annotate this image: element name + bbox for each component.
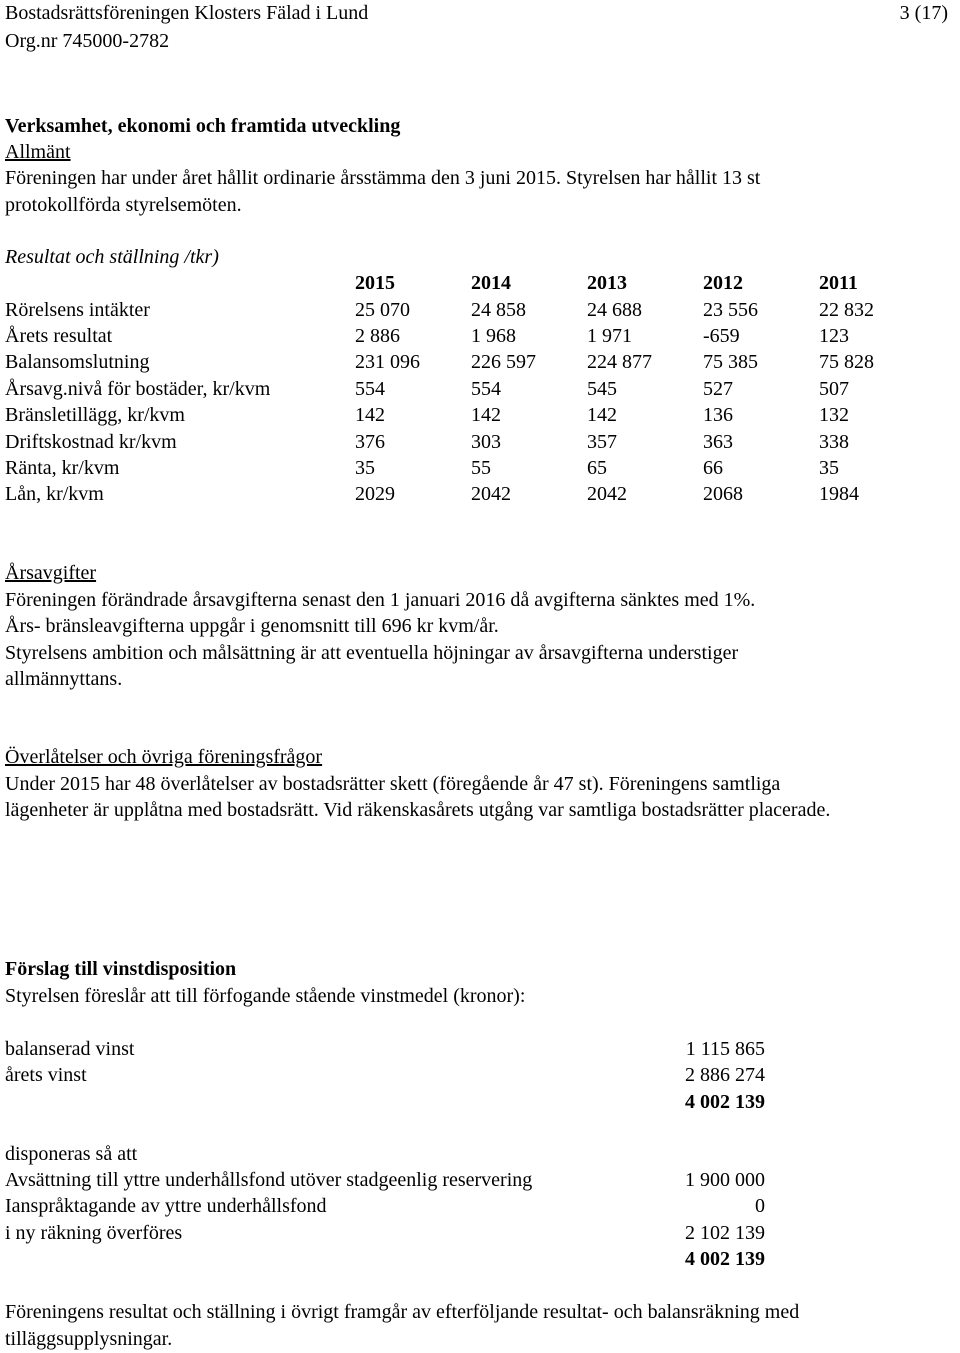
cell-value: 2042 xyxy=(471,483,511,506)
cell-value: 75 385 xyxy=(703,351,758,374)
sub-heading-allmant: Allmänt xyxy=(5,141,71,163)
cell-value: 66 xyxy=(703,456,723,479)
cell-value: 142 xyxy=(471,404,501,427)
total-value: 4 002 139 xyxy=(685,1248,765,1271)
cell-value: 136 xyxy=(703,404,733,427)
item-label: balanserad vinst xyxy=(5,1038,135,1060)
cell-value: 226 597 xyxy=(471,351,536,374)
section-heading-overlatelser: Överlåtelser och övriga föreningsfrågor xyxy=(5,746,323,768)
cell-value: 2 886 xyxy=(355,324,400,347)
table-row xyxy=(5,376,935,402)
table-row xyxy=(5,349,935,375)
item-label: årets vinst xyxy=(5,1064,87,1087)
item-value: 0 xyxy=(755,1195,765,1218)
cell-value: 554 xyxy=(471,377,501,400)
paragraph-line: lägenheter är upplåtna med bostadsrätt. Vid räkenskasårets utgång var samtliga bostadsrätter placerade. xyxy=(5,799,831,821)
cell-value: 25 070 xyxy=(355,298,410,321)
paragraph-line: Föreningen förändrade årsavgifterna senast den 1 januari 2016 då avgifterna sänktes med 1%. xyxy=(5,589,756,611)
row-label: Rörelsens intäkter xyxy=(5,298,150,321)
paragraph-line: tilläggsupplysningar. xyxy=(5,1328,173,1350)
result-table-title: Resultat och ställning /tkr) xyxy=(5,246,219,268)
cell-value: 35 xyxy=(355,456,375,479)
cell-value: 65 xyxy=(587,456,607,479)
cell-value: 24 688 xyxy=(587,298,642,321)
year-header: 2015 xyxy=(355,272,395,295)
cell-value: 123 xyxy=(819,324,849,347)
table-header-row xyxy=(5,270,935,296)
available-funds xyxy=(5,1036,765,1115)
list-item xyxy=(5,1167,765,1193)
item-value: 1 115 865 xyxy=(685,1038,765,1060)
cell-value: 1984 xyxy=(819,483,859,506)
table-row xyxy=(5,296,935,322)
dispose-heading: disponeras så att xyxy=(5,1143,138,1165)
section-heading-arsavgifter: Årsavgifter xyxy=(5,562,97,584)
disposition-list xyxy=(5,1167,765,1273)
paragraph-line: Styrelsens ambition och målsättning är att eventuella höjningar av årsavgifterna understiger xyxy=(5,642,739,664)
item-label: Avsättning till yttre underhållsfond utöver stadgeenlig reservering xyxy=(5,1169,533,1191)
cell-value: 75 828 xyxy=(819,351,874,374)
cell-value: 142 xyxy=(587,404,617,427)
total-row xyxy=(5,1089,765,1115)
row-label: Lån, kr/kvm xyxy=(5,483,104,506)
table-row xyxy=(5,428,935,454)
list-item xyxy=(5,1062,765,1088)
cell-value: 338 xyxy=(819,430,849,453)
row-label: Årsavg.nivå för bostäder, kr/kvm xyxy=(5,377,271,400)
year-header: 2011 xyxy=(819,272,858,295)
list-item xyxy=(5,1193,765,1219)
cell-value: 24 858 xyxy=(471,298,526,321)
total-value: 4 002 139 xyxy=(685,1090,765,1113)
paragraph-line: Styrelsen föreslår att till förfogande stående vinstmedel (kronor): xyxy=(5,985,526,1007)
item-value: 2 102 139 xyxy=(685,1221,765,1244)
row-label: Årets resultat xyxy=(5,324,113,347)
table-row xyxy=(5,481,935,507)
cell-value: 1 971 xyxy=(587,324,632,347)
cell-value: 2068 xyxy=(703,483,743,506)
paragraph-line: protokollförda styrelsemöten. xyxy=(5,194,242,216)
list-item xyxy=(5,1220,765,1246)
cell-value: 2029 xyxy=(355,483,395,506)
item-label: Ianspråktagande av yttre underhållsfond xyxy=(5,1195,327,1218)
table-row xyxy=(5,402,935,428)
paragraph-line: Under 2015 har 48 överlåtelser av bostadsrätter skett (föregående år 47 st). Föreningens samtliga xyxy=(5,773,781,795)
item-label: i ny räkning överföres xyxy=(5,1221,183,1244)
paragraph-line: Års- bränsleavgifterna uppgår i genomsnitt till 696 kr kvm/år. xyxy=(5,615,499,637)
row-label: Bränsletillägg, kr/kvm xyxy=(5,404,185,427)
section-heading-forslag: Förslag till vinstdisposition xyxy=(5,958,237,980)
cell-value: 1 968 xyxy=(471,324,516,347)
cell-value: 2042 xyxy=(587,483,627,506)
cell-value: -659 xyxy=(703,324,740,347)
item-value: 1 900 000 xyxy=(685,1169,765,1191)
paragraph-line: Föreningen har under året hållit ordinarie årsstämma den 3 juni 2015. Styrelsen har hållit 13 st xyxy=(5,167,761,189)
row-label: Driftskostnad kr/kvm xyxy=(5,430,177,453)
org-number: Org.nr 745000-2782 xyxy=(5,30,170,52)
cell-value: 376 xyxy=(355,430,385,453)
cell-value: 303 xyxy=(471,430,501,453)
cell-value: 35 xyxy=(819,456,839,479)
header-cell xyxy=(5,270,355,296)
cell-value: 224 877 xyxy=(587,351,652,374)
paragraph-line: allmännyttans. xyxy=(5,668,123,690)
cell-value: 132 xyxy=(819,404,849,427)
cell-value: 23 556 xyxy=(703,298,758,321)
table-row xyxy=(5,455,935,481)
row-label: Balansomslutning xyxy=(5,351,150,374)
total-row xyxy=(5,1246,765,1272)
year-header: 2012 xyxy=(703,272,743,295)
cell-value: 357 xyxy=(587,430,617,453)
table-row xyxy=(5,323,935,349)
year-header: 2014 xyxy=(471,272,511,295)
paragraph-line: Föreningens resultat och ställning i övrigt framgår av efterföljande resultat- och balansräkning med xyxy=(5,1301,800,1323)
cell-value: 507 xyxy=(819,377,849,400)
cell-value: 527 xyxy=(703,377,733,400)
item-value: 2 886 274 xyxy=(685,1064,765,1087)
cell-value: 554 xyxy=(355,377,385,400)
cell-value: 363 xyxy=(703,430,733,453)
cell-value: 231 096 xyxy=(355,351,420,374)
cell-value: 55 xyxy=(471,456,491,479)
cell-value: 545 xyxy=(587,377,617,400)
org-name: Bostadsrättsföreningen Klosters Fälad i Lund xyxy=(5,2,369,24)
year-header: 2013 xyxy=(587,272,627,295)
section-heading-verksamhet: Verksamhet, ekonomi och framtida utveckling xyxy=(5,115,401,137)
cell-value: 22 832 xyxy=(819,298,874,321)
row-label: Ränta, kr/kvm xyxy=(5,456,120,479)
page-number: 3 (17) xyxy=(899,2,948,24)
result-table xyxy=(5,270,935,508)
list-item xyxy=(5,1036,765,1062)
cell-value: 142 xyxy=(355,404,385,427)
